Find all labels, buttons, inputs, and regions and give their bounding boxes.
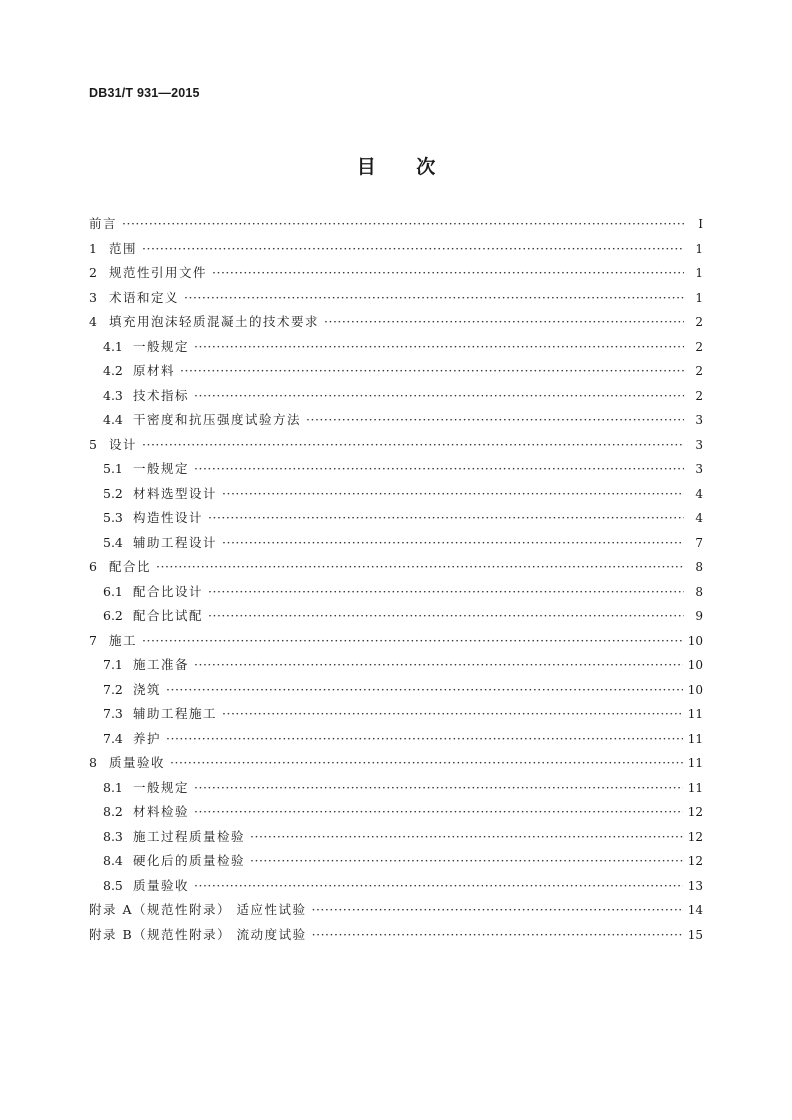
toc-entry[interactable] [89,900,703,925]
toc-entry[interactable] [89,753,703,778]
toc-entry[interactable] [89,508,703,533]
toc-leader-dots [212,265,684,280]
toc-entry-number: 4.1 [103,338,123,354]
toc-entry-label: 硬化后的质量检验 [133,853,246,868]
toc-entry-number: 8.4 [103,853,123,868]
toc-entry-label: 干密度和抗压强度试验方法 [133,412,302,427]
toc-entry-number: 7.3 [103,706,123,721]
toc-entry-label: 质量验收 [109,755,166,770]
toc-entry-page: 8 [695,584,703,599]
toc-entry-number: 4 [89,314,97,329]
toc-entry-page: 10 [687,682,703,697]
toc-entry[interactable] [89,827,703,852]
toc-leader-dots [306,412,684,427]
toc-entry-label: 配合比设计 [133,583,204,599]
toc-entry-label: 规范性引用文件 [109,265,208,280]
toc-entry[interactable] [89,435,703,460]
toc-entry[interactable] [89,876,703,901]
toc-entry-page: 9 [695,609,703,623]
toc-entry-label: 材料检验 [133,804,190,819]
toc-leader-dots [166,731,683,746]
toc-entry-page: 11 [687,780,703,795]
toc-entry-page: 14 [687,903,703,917]
toc-entry-label: 养护 [133,730,162,746]
toc-entry-label: 施工 [109,632,138,648]
toc-entry[interactable] [89,361,703,386]
toc-entry-number: 7.1 [103,657,123,672]
toc-entry-number: 6.1 [103,583,123,599]
toc-leader-dots [208,584,684,599]
toc-entry-number: 8.1 [103,779,123,795]
toc-entry-number: 5 [89,436,97,452]
toc-entry-label: 范围 [109,240,138,256]
toc-entry[interactable] [89,851,703,876]
toc-entry-page: 2 [695,315,703,329]
toc-entry-number: 5.1 [103,461,123,476]
toc-entry-number: 2 [89,265,97,280]
toc-entry-page: 4 [695,511,703,525]
toc-entry-page: 3 [695,437,703,452]
toc-entry-page: 2 [695,364,703,378]
toc-entry-label: 浇筑 [133,681,162,697]
toc-entry-page: 3 [695,462,703,476]
toc-entry-page: 1 [695,241,703,256]
toc-leader-dots [194,388,684,403]
toc-entry-page: 12 [687,829,703,844]
toc-entry[interactable] [89,312,703,337]
toc-entry-label: 构造性设计 [133,510,204,525]
toc-entry-page: 11 [687,756,703,770]
toc-leader-dots [194,339,684,354]
toc-leader-dots [156,559,684,574]
toc-entry-number: 4.4 [103,412,123,427]
toc-entry[interactable] [89,214,703,239]
toc-entry-label: 一般规定 [133,779,190,795]
toc-entry-label: 施工准备 [133,657,190,672]
toc-leader-dots [170,755,683,770]
toc-entry-number: 6.2 [103,608,123,623]
toc-entry-page: 12 [687,854,703,868]
toc-leader-dots [180,363,684,378]
toc-entry-number: 3 [89,289,97,305]
toc-entry-number: 7.2 [103,681,123,697]
toc-entry-page: 10 [687,658,703,672]
toc-entry-number: 1 [89,240,97,256]
toc-entry[interactable] [89,239,703,264]
toc-leader-dots [312,927,683,942]
page-title: 目 次 [356,156,436,178]
toc-leader-dots [222,706,683,721]
toc-entry-number: 7.4 [103,730,123,746]
toc-leader-dots [194,657,683,672]
toc-entry-page: 15 [687,927,703,942]
toc-entry-page: 4 [695,486,703,501]
toc-entry[interactable] [89,680,703,705]
toc-entry[interactable] [89,729,703,754]
toc-entry[interactable] [89,263,703,288]
toc-entry[interactable] [89,484,703,509]
table-of-contents [89,214,703,949]
toc-entry-label: 质量验收 [133,877,190,893]
toc-entry-page: 12 [687,805,703,819]
toc-entry-page: 2 [695,339,703,354]
toc-leader-dots [166,682,683,697]
toc-entry[interactable] [89,606,703,631]
toc-entry[interactable] [89,655,703,680]
toc-entry[interactable] [89,557,703,582]
toc-leader-dots [311,902,682,917]
toc-entry-number: 8.2 [103,804,123,819]
toc-entry-label: 材料选型设计 [133,485,218,501]
toc-entry-number: 5.2 [103,485,123,501]
document-code: DB31/T 931—2015 [89,86,200,100]
toc-entry-page: 13 [687,878,703,893]
toc-leader-dots [194,461,684,476]
toc-entry-label: 前言 [89,216,118,231]
toc-entry-label: 填充用泡沫轻质混凝土的技术要求 [109,314,320,329]
toc-entry-label: 辅助工程设计 [133,534,218,550]
toc-leader-dots [208,608,684,623]
toc-leader-dots [208,510,684,525]
toc-entry-page: 3 [695,413,703,427]
toc-entry-label: 原材料 [133,363,176,378]
toc-entry-number: 8.3 [103,828,123,844]
toc-leader-dots [142,633,683,648]
toc-leader-dots [194,878,683,893]
toc-leader-dots [142,437,684,452]
toc-entry[interactable] [89,410,703,435]
toc-entry[interactable] [89,386,703,411]
toc-entry-label: 设计 [109,436,138,452]
toc-entry[interactable] [89,704,703,729]
toc-entry-page: 7 [695,535,703,550]
toc-entry-number: 8.5 [103,877,123,893]
toc-entry-number: 6 [89,559,97,574]
toc-entry-number: 5.4 [103,534,123,550]
toc-entry-label: 施工过程质量检验 [133,828,246,844]
toc-entry-page: 10 [687,633,703,648]
toc-entry-page: 1 [695,266,703,280]
toc-leader-dots [184,290,684,305]
toc-entry-number: 7 [89,632,97,648]
toc-entry-number: 8 [89,755,97,770]
toc-leader-dots [324,314,684,329]
toc-entry[interactable] [89,459,703,484]
toc-entry[interactable] [89,533,703,558]
toc-entry[interactable] [89,778,703,803]
toc-entry[interactable] [89,288,703,313]
toc-entry-label: 附录 A（规范性附录） 适应性试验 [89,902,307,917]
toc-leader-dots [194,804,683,819]
toc-entry-number: 4.3 [103,387,123,403]
toc-entry-page: 11 [687,707,703,721]
toc-leader-dots [142,241,684,256]
toc-leader-dots [122,216,684,231]
toc-leader-dots [250,829,683,844]
toc-entry-label: 配合比 [109,559,152,574]
toc-entry[interactable] [89,582,703,607]
toc-entry-number: 5.3 [103,510,123,525]
toc-entry-page: I [698,217,703,231]
toc-entry-page: 1 [695,290,703,305]
toc-entry-label: 附录 B（规范性附录） 流动度试验 [89,926,307,942]
toc-leader-dots [222,486,684,501]
toc-entry-page: 8 [695,560,703,574]
toc-entry-label: 一般规定 [133,338,190,354]
toc-entry-page: 2 [695,388,703,403]
toc-leader-dots [222,535,684,550]
toc-entry-label: 配合比试配 [133,608,204,623]
toc-entry-number: 4.2 [103,363,123,378]
toc-entry[interactable] [89,337,703,362]
toc-entry-label: 技术指标 [133,387,190,403]
toc-leader-dots [250,853,683,868]
toc-entry-label: 术语和定义 [109,289,180,305]
toc-leader-dots [194,780,683,795]
toc-entry-label: 一般规定 [133,461,190,476]
toc-entry-page: 11 [687,731,703,746]
toc-entry[interactable] [89,802,703,827]
toc-entry-label: 辅助工程施工 [133,706,218,721]
toc-entry[interactable] [89,925,703,950]
toc-entry[interactable] [89,631,703,656]
